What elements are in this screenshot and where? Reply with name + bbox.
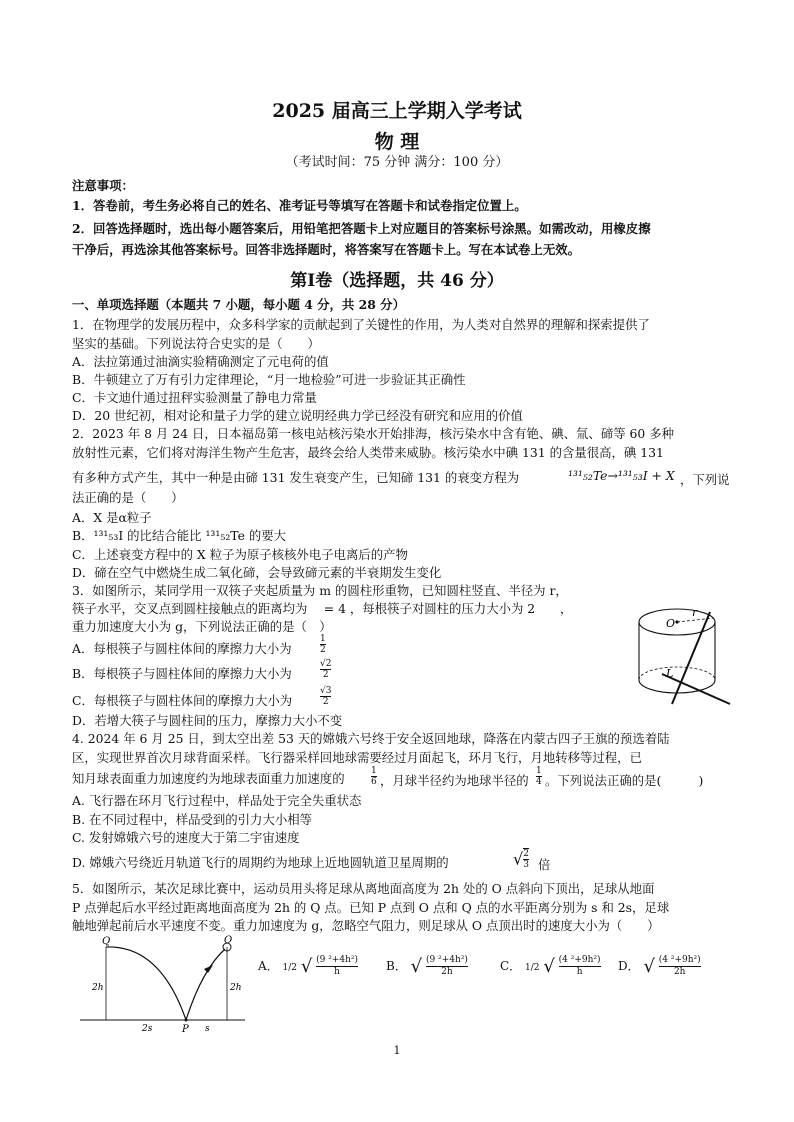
q5-option-b: B． √ $\frac{\text{(9 ²+4h²)}}{2h}$	[386, 955, 468, 977]
distance-2s-label: 2s	[142, 1024, 153, 1034]
q4-option-d: D. 嫦娥六号绕近月轨道飞行的周期约为地球上近地圆轨道卫星周期的	[72, 855, 449, 870]
q1-stem: 1．在物理学的发展历程中，众多科学家的贡献起到了关键性的作用，为人类对自然界的理解和探索提供了	[72, 317, 650, 332]
center-label: O	[666, 617, 676, 630]
q2-stem: ，下列说	[680, 472, 730, 487]
exam-title: 2025 届高三上学期入学考试	[272, 100, 522, 122]
q4-stem: ，月球半径约为地球半径的	[380, 773, 529, 788]
q2-option-d: D．碲在空气中燃烧生成二氧化碲，会导致碲元素的半衰期发生变化	[72, 565, 442, 580]
q1-option-d: D．20 世纪初，相对论和量子力学的建立说明经典力学已经没有研究和应用的价值	[72, 408, 523, 423]
q5-option-d: D． √ $\frac{\text{(4 ²+9h²)}}{2h}$	[618, 955, 701, 977]
length-label: L	[666, 667, 674, 680]
notice-heading: 注意事项：	[72, 178, 134, 193]
q5-stem: P 点弹起后水平经过距离地面高度为 2h 的 Q 点。已知 P 点到 O 点和 Q 点的水平距离分别为 s 和 2s，足球	[72, 900, 670, 915]
q3-option-a: A．每根筷子与圆柱体间的摩擦力大小为	[72, 641, 292, 656]
notice-item: 1．答卷前，考生务必将自己的姓名、准考证号等填写在答题卡和试卷指定位置上。	[72, 198, 527, 213]
q5-stem: 5．如图所示，某次足球比赛中，运动员用头将足球从离地面高度为 2h 处的 O 点斜向下顶出，足球从地面	[72, 881, 655, 896]
radius-label: r	[692, 606, 698, 619]
q1-option-a: A．法拉第通过油滴实验精确测定了元电荷的值	[72, 354, 329, 369]
height-right-label: 2h	[230, 983, 242, 993]
point-o-label: O	[224, 935, 233, 946]
q5-option-a: A． 1/2 √ $\frac{\text{(9 ²+4h²)}}{h}$	[258, 955, 359, 977]
subject-title: 物 理	[374, 131, 420, 153]
q4-stem: 知月球表面重力加速度约为地球表面重力加速度的	[72, 771, 345, 786]
q4-option-a: A. 飞行器在环月飞行过程中，样品处于完全失重状态	[72, 793, 362, 808]
part-title: 第Ⅰ卷（选择题，共 46 分）	[290, 271, 504, 291]
point-p-label: P	[182, 1024, 189, 1035]
q3-stem: 筷子水平，交叉点到圆柱接触点的距离均为 = 4 ，每根筷子对圆柱的压力大小为 2 ，	[72, 601, 573, 616]
q3-option-d: D．若增大筷子与圆柱间的压力，摩擦力大小不变	[72, 713, 343, 728]
q4-option-c: C. 发射嫦娥六号的速度大于第二宇宙速度	[72, 830, 300, 845]
q3-fraction-c: √3 2	[320, 686, 332, 707]
q2-option-a: A．X 是α粒子	[72, 510, 152, 525]
football-trajectory-figure	[80, 935, 250, 1035]
q2-stem: 有多种方式产生，其中一种是由碲 131 发生衰变产生，已知碲 131 的衰变方程为	[72, 470, 520, 485]
q4-stem: 4. 2024 年 6 月 25 日，到太空出差 53 天的嫦娥六号终于安全返回地球，降落在内蒙古四子王旗的预选着陆	[72, 731, 670, 746]
q2-stem: 法正确的是（ ）	[72, 490, 184, 505]
cylinder-chopsticks-figure	[632, 582, 732, 712]
q3-option-b: B．每根筷子与圆柱体间的摩擦力大小为	[72, 666, 292, 681]
q3-option-c: C．每根筷子与圆柱体间的摩擦力大小为	[72, 693, 293, 708]
point-q-label: Q	[102, 936, 111, 947]
q4-fraction-gravity: 1 6	[371, 766, 377, 787]
q4-root: √ $\frac{2}{3}$	[513, 849, 529, 870]
q2-option-c: C．上述衰变方程中的 X 粒子为原子核核外电子电离后的产物	[72, 547, 408, 562]
q5-stem: 触地弹起前后水平速度不变。重力加速度为 g，忽略空气阻力，则足球从 O 点顶出时的速度大小为（ ）	[72, 918, 660, 933]
q2-stem: 2．2023 年 8 月 24 日，日本福岛第一核电站核污染水开始排海，核污染水中含有铯、碘、氚、碲等 60 多种	[72, 426, 675, 441]
page-number: 1	[393, 1044, 401, 1057]
q1-stem: 坚实的基础。下列说法符合史实的是（ ）	[72, 336, 320, 351]
distance-s-label: s	[205, 1024, 210, 1034]
q4-option-b: B. 在不同过程中，样品受到的引力大小相等	[72, 812, 313, 827]
q3-fraction-b: √2 2	[320, 659, 332, 680]
q2-stem: 放射性元素，它们将对海洋生物产生危害，最终会给人类带来威胁。核污染水中碘 131 的含量很高，碘 131	[72, 445, 664, 460]
q4-option-d-suffix: 倍	[538, 857, 551, 872]
q1-option-b: B．牛顿建立了万有引力定律理论，“月一地检验”可进一步验证其正确性	[72, 372, 466, 387]
exam-info: （考试时间：75 分钟 满分：100 分）	[285, 155, 509, 170]
q4-stem: 区，实现世界首次月球背面采样。飞行器采样回地球需要经过月面起飞，环月飞行，月地转移等过程，已	[72, 750, 642, 765]
q3-fraction-a: 1 2	[320, 634, 326, 655]
q4-fraction-radius: 1 4	[536, 766, 542, 787]
q1-option-c: C．卡文迪什通过扭秤实验测量了静电力常量	[72, 390, 317, 405]
q5-option-c: C． 1/2 √ $\frac{\text{(4 ²+9h²)}}{h}$	[500, 955, 601, 977]
q3-stem: 重力加速度大小为 g，下列说法正确的是（ ）	[72, 619, 332, 634]
decay-equation: ¹³¹₅₂Te→¹³¹₅₃I + X	[568, 468, 675, 483]
q2-option-b: B．¹³¹₅₃I 的比结合能比 ¹³¹₅₂Te 的要大	[72, 528, 287, 543]
notice-item: 2．回答选择题时，选出每小题答案后，用铅笔把答题卡上对应题目的答案标号涂黑。如需改动，用橡皮擦	[72, 221, 651, 236]
section-heading: 一、单项选择题（本题共 7 小题，每小题 4 分，共 28 分）	[72, 297, 405, 312]
q4-stem: 。下列说法正确的是( )	[545, 773, 704, 788]
height-left-label: 2h	[92, 983, 104, 993]
q3-stem: 3．如图所示，某同学用一双筷子夹起质量为 m 的圆柱形重物，已知圆柱竖直、半径为 r，	[72, 583, 568, 598]
notice-item: 干净后，再选涂其他答案标号。回答非选择题时，将答案写在答题卡上。写在本试卷上无效。	[72, 242, 581, 257]
